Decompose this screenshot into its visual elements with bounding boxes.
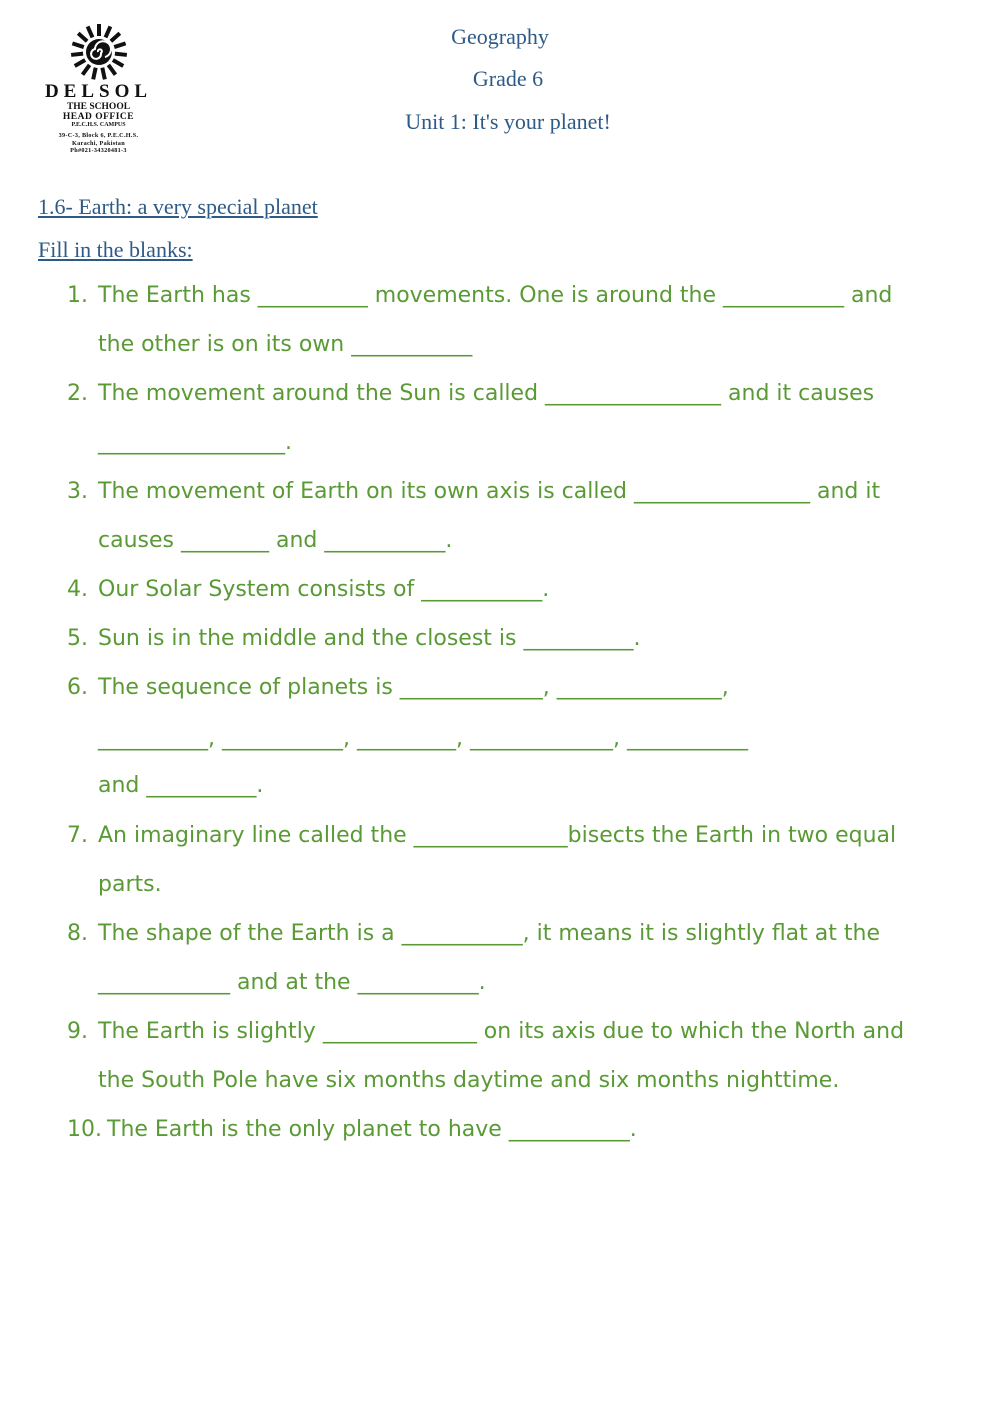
question-number: 10. [67, 1117, 102, 1142]
instruction-title: Fill in the blanks: [38, 237, 193, 262]
question-text: An imaginary line called the ______________bisects the Earth in two equal [98, 823, 897, 848]
logo-address-line-2: Karachi, Pakistan [72, 139, 125, 147]
question-text: __________, ___________, _________, _____________, ___________ [98, 726, 748, 751]
question-text: The movement of Earth on its own axis is called ________________ and it [98, 479, 881, 504]
question-number: 3. [67, 479, 88, 504]
question-text: causes ________ and ___________. [98, 528, 453, 553]
question-text: The sequence of planets is _____________, _______________, [98, 675, 729, 700]
question-text: ____________ and at the ___________. [98, 970, 486, 995]
logo-office-label: HEAD OFFICE [62, 112, 135, 122]
question-text: The shape of the Earth is a ___________, it means it is slightly flat at the [98, 921, 880, 946]
unit-title: Unit 1: It's your planet! [405, 109, 611, 134]
question-number: 8. [67, 921, 88, 946]
question-text: the South Pole have six months daytime and six months nighttime. [98, 1068, 840, 1093]
question-text: The movement around the Sun is called ________________ and it causes [98, 381, 875, 406]
question-text: the other is on its own ___________ [98, 332, 473, 357]
logo-name: DELSOL [44, 81, 153, 102]
question-number: 7. [67, 823, 88, 848]
question-text: The Earth has __________ movements. One is around the ___________ and [98, 283, 893, 308]
section-title: 1.6- Earth: a very special planet [38, 194, 318, 219]
logo-address-line-1: 39-C-3, Block 6, P.E.C.H.S. [58, 132, 139, 139]
question-text: Sun is in the middle and the closest is __________. [98, 626, 641, 651]
subject-title: Geography [451, 24, 549, 49]
question-text: parts. [98, 872, 162, 897]
question-text: _________________. [98, 430, 292, 455]
question-text: The Earth is slightly ______________ on its axis due to which the North and [98, 1019, 905, 1044]
question-text: Our Solar System consists of ___________. [98, 577, 550, 602]
question-number: 4. [67, 577, 88, 602]
school-logo [36, 22, 161, 154]
question-number: 1. [67, 283, 88, 308]
logo-school-label: THE SCHOOL [66, 102, 131, 112]
question-text: and __________. [98, 773, 264, 798]
question-number: 9. [67, 1019, 88, 1044]
question-number: 5. [67, 626, 88, 651]
logo-campus-label: P.E.C.H.S. CAMPUS [71, 122, 126, 128]
logo-phone: Ph#021-34320481-3 [70, 147, 127, 154]
question-text: The Earth is the only planet to have ___________. [107, 1117, 637, 1142]
question-number: 6. [67, 675, 88, 700]
grade-title: Grade 6 [472, 66, 544, 91]
question-number: 2. [67, 381, 88, 406]
sun-emblem-icon [68, 22, 130, 80]
